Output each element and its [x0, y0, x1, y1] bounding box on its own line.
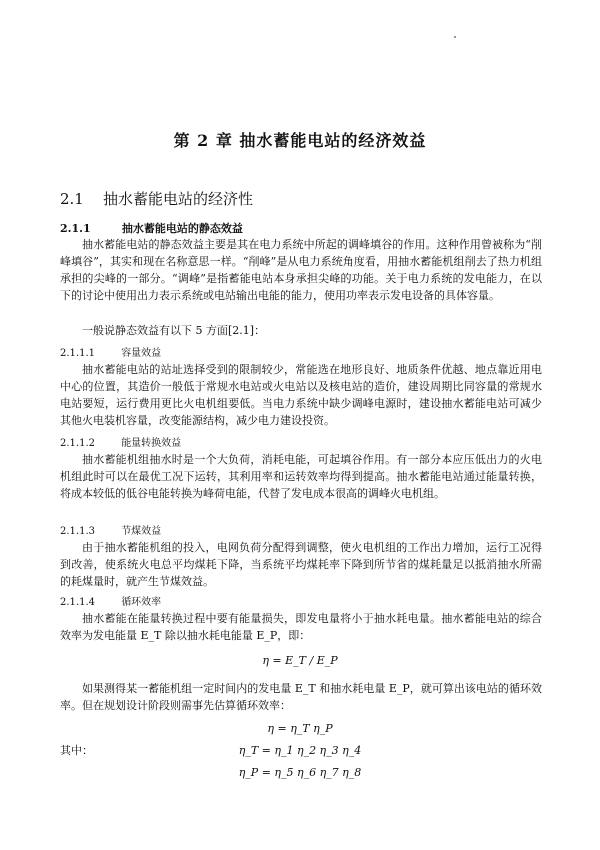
subsection-number: 2.1.1 [60, 222, 91, 235]
formula-generation-efficiency: η_T = η_1 η_2 η_3 η_4 [238, 744, 362, 757]
paragraph-energy-conversion: 抽水蓄能机组抽水时是一个大负荷，消耗电能，可起填谷作用。有一部分本应压低出力的火电机组此时可以在最优工况下运转，其利用率和运转效率均得到提高。抽水蓄能电站通过能量转换，将成本较低的低谷电能转换为峰荷电能，代替了发电成本很高的调峰火电机组。 [60, 453, 542, 500]
subsection-title: 抽水蓄能电站的静态效益 [121, 222, 243, 235]
scan-speck [454, 36, 456, 38]
item-title: 容量效益 [121, 348, 162, 359]
item-number: 2.1.1.3 [60, 526, 95, 537]
item-heading-capacity [60, 344, 161, 359]
section-title: 抽水蓄能电站的经济性 [102, 190, 253, 208]
item-heading-coal-saving [60, 522, 161, 537]
item-number: 2.1.1.4 [60, 597, 95, 608]
paragraph-measure-efficiency: 如果测得某一蓄能机组一定时间内的发电量 E_T 和抽水耗电量 E_P，就可算出该电站的循环效率。但在规划设计阶段则需事先估算循环效率： [60, 682, 542, 712]
paragraph-cycle-efficiency: 抽水蓄能在能量转换过程中要有能量损失，即发电量将小于抽水耗电量。抽水蓄能电站的综合效率为发电能量 E_T 除以抽水耗电能量 E_P，即： [60, 612, 542, 642]
formula-total-efficiency: η = η_T η_P [267, 722, 333, 735]
paragraph-capacity: 抽水蓄能电站的站址选择受到的限制较少，常能选在地形良好、地质条件优越、地点靠近用电中心的位置，其造价一般低于常规水电站或火电站以及核电站的造价，建设周期比同容量的常规水电站要短，运行费用更比火电机组要低。当电力系统中缺少调峰电源时，建设抽水蓄能电站可减少其他火电装机容量，改变能源结构，减少电力建设投资。 [60, 363, 542, 427]
item-heading-energy-conversion [60, 434, 181, 449]
paragraph-five-aspects: 一般说静态效益有以下 5 方面[2.1]： [82, 324, 266, 337]
paragraph-coal-saving: 由于抽水蓄能机组的投入，电网负荷分配得到调整，使火电机组的工作出力增加，运行工况得到改善，使系统火电总平均煤耗下降，当系统平均煤耗率下降到所节省的煤耗量足以抵消抽水所需的耗煤量时，就产生节煤效益。 [60, 541, 542, 588]
item-title: 节煤效益 [121, 526, 162, 537]
paragraph-static-benefit: 抽水蓄能电站的静态效益主要是其在电力系统中所起的调峰填谷的作用。这种作用曾被称为“削峰填谷”，其实和现在名称意思一样。“削峰”是从电力系统角度看，用抽水蓄能机组削去了热力机组承担的尖峰的一部分。“调峰”是指蓄能电站本身承担尖峰的功能。关于电力系统的发电能力，在以下的讨论中使用出力表示系统或电站输出电能的能力，使用功率表示发电设备的具体容量。 [60, 238, 542, 302]
item-heading-cycle-efficiency [60, 593, 161, 608]
item-title: 能量转换效益 [121, 438, 182, 449]
formula-efficiency: η = E_T / E_P [262, 654, 338, 667]
item-number: 2.1.1.1 [60, 348, 95, 359]
section-heading [60, 188, 253, 209]
item-number: 2.1.1.2 [60, 438, 95, 449]
where-label: 其中： [60, 744, 93, 757]
item-title: 循环效率 [121, 597, 162, 608]
subsection-heading [60, 220, 243, 236]
formula-pumping-efficiency: η_P = η_5 η_6 η_7 η_8 [238, 766, 362, 779]
section-number: 2.1 [60, 190, 84, 208]
chapter-title: 第 2 章 抽水蓄能电站的经济效益 [173, 131, 427, 150]
